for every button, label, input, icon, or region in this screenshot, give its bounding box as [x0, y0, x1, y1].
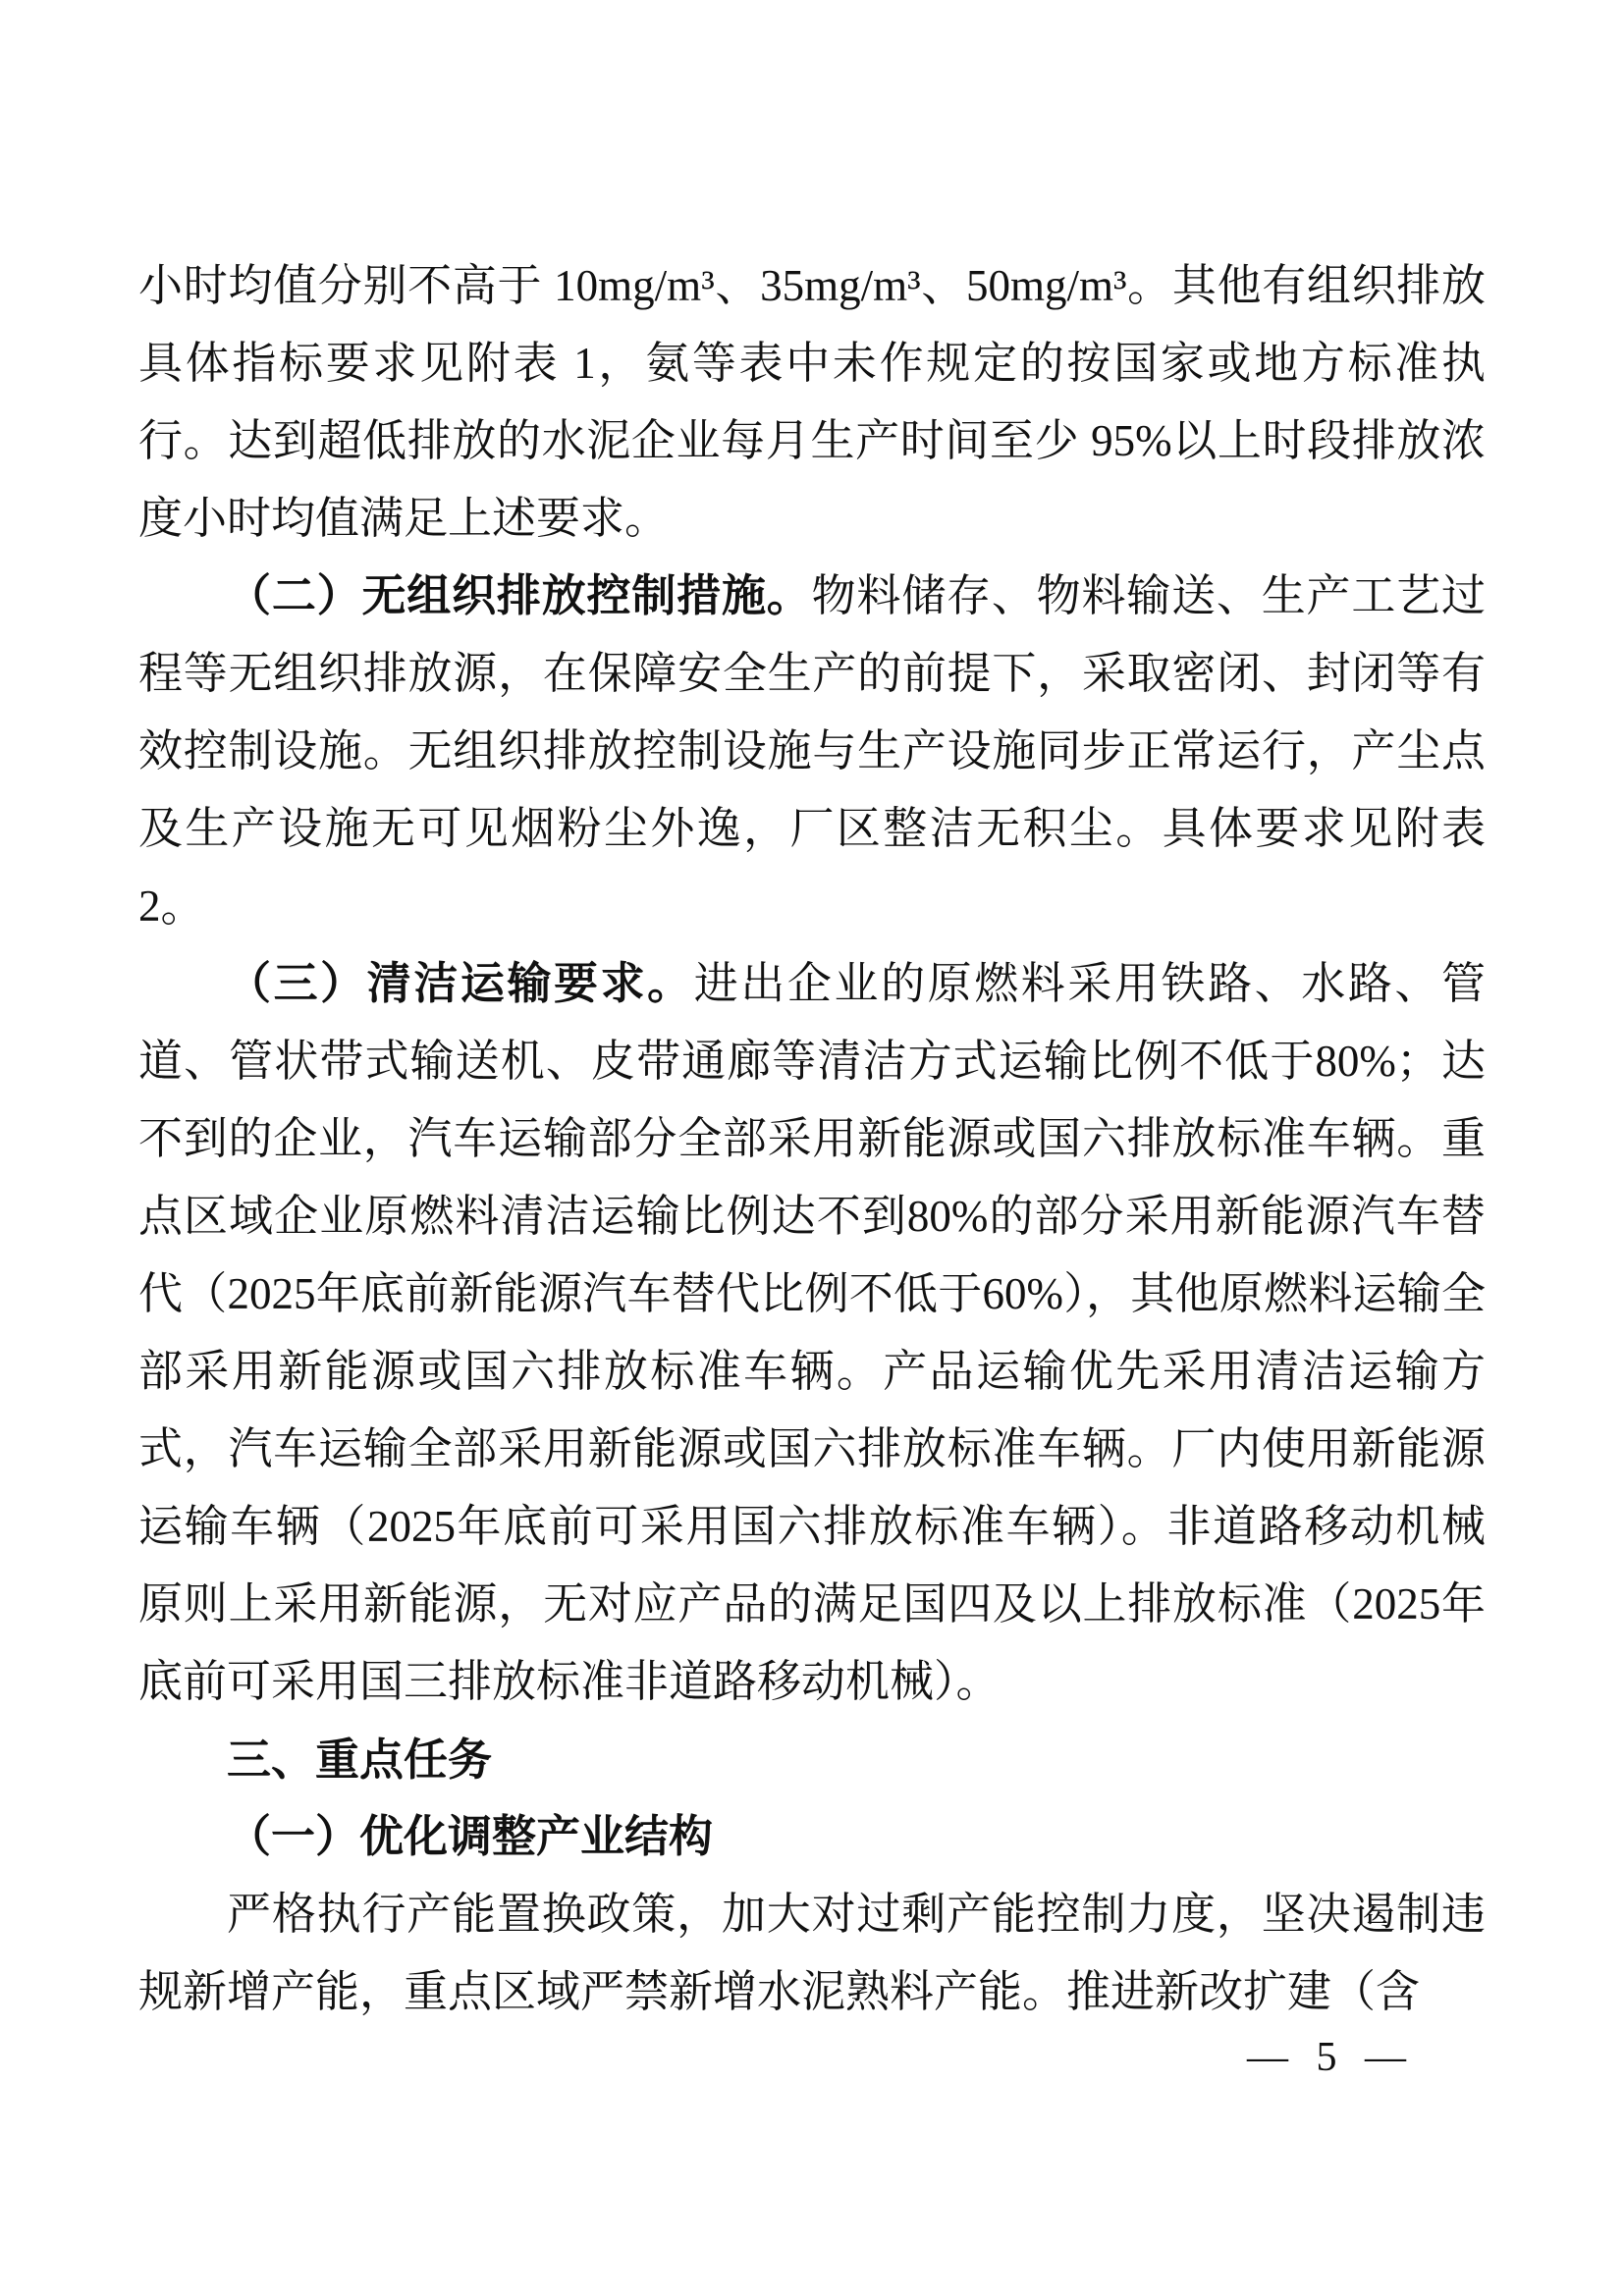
- subsection-heading: （一）优化调整产业结构: [227, 1812, 714, 1861]
- paragraph: 小时均值分别不高于 10mg/m³、35mg/m³、50mg/m³。其他有组织排放具体指标要求见附表 1，氨等表中未作规定的按国家或地方标准执行。达到超低排放的水泥企业每月生产时间至少 95%以上时段排放浓度小时均值满足上述要求。: [138, 261, 1486, 543]
- content-area: [138, 247, 1486, 2031]
- paragraph-lead: （三）清洁运输要求。: [227, 959, 694, 1008]
- paragraph-lead: （二）无组织排放控制措施。: [227, 571, 812, 620]
- paragraph: （三）清洁运输要求。进出企业的原燃料采用铁路、水路、管道、管状带式输送机、皮带通廊等清洁方式运输比例不低于80%；达不到的企业，汽车运输部分全部采用新能源或国六排放标准车辆。重点区域企业原燃料清洁运输比例达不到80%的部分采用新能源汽车替代（2025年底前新能源汽车替代比例不低于60%），其他原燃料运输全部采用新能源或国六排放标准车辆。产品运输优先采用清洁运输方式，汽车运输全部采用新能源或国六排放标准车辆。厂内使用新能源运输车辆（2025年底前可采用国六排放标准车辆）。非道路移动机械原则上采用新能源，无对应产品的满足国四及以上排放标准（2025年底前可采用国三排放标准非道路移动机械）。: [138, 959, 1486, 1706]
- paragraph: （二）无组织排放控制措施。物料储存、物料输送、生产工艺过程等无组织排放源，在保障安全生产的前提下，采取密闭、封闭等有效控制设施。无组织排放控制设施与生产设施同步正常运行，产尘点及生产设施无可见烟粉尘外逸，厂区整洁无积尘。具体要求见附表2。: [138, 571, 1486, 931]
- page-number: — 5 —: [1247, 2035, 1406, 2080]
- section-heading: 三、重点任务: [227, 1735, 493, 1785]
- paragraph: 严格执行产能置换政策，加大对过剩产能控制力度，坚决遏制违规新增产能，重点区域严禁新增水泥熟料产能。推进新改扩建（含: [138, 1890, 1486, 2016]
